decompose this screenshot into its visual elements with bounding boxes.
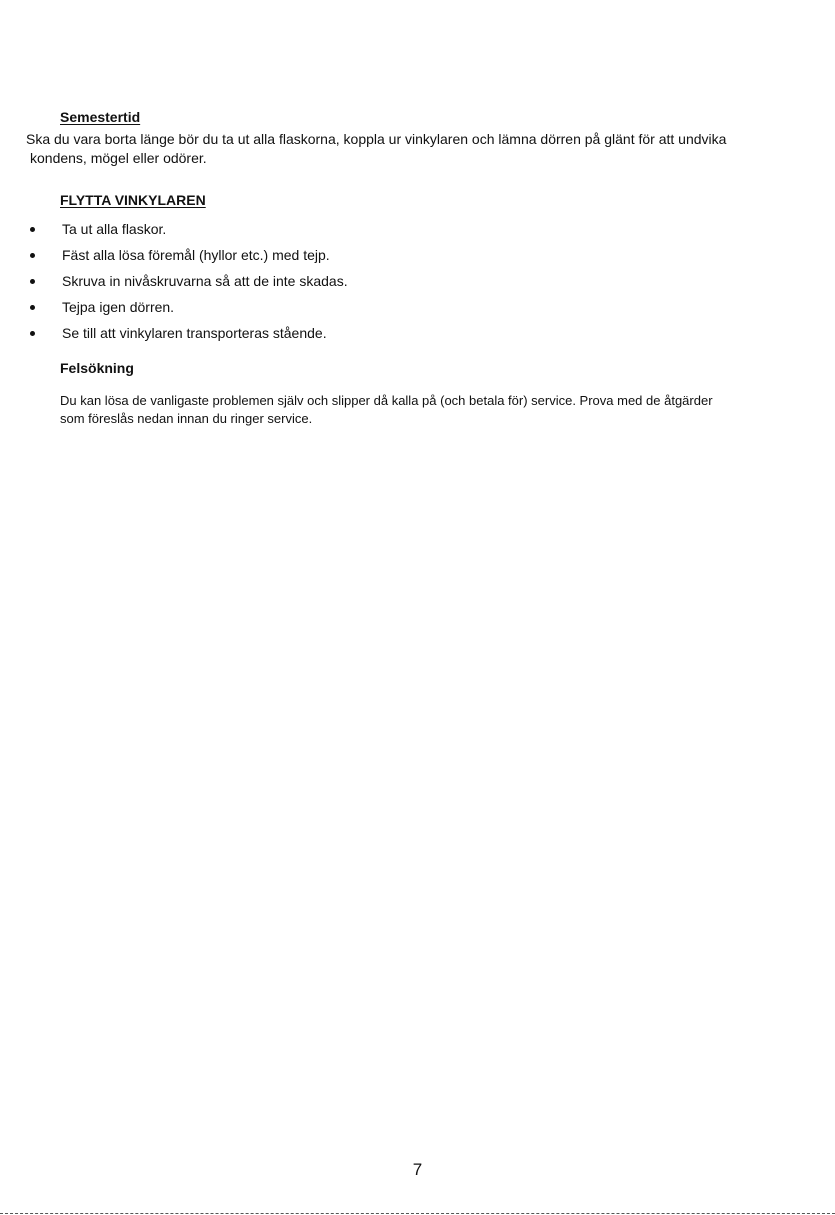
page-number: 7 bbox=[412, 1160, 423, 1179]
bullet-icon bbox=[30, 279, 35, 284]
list-item-text: Fäst alla lösa föremål (hyllor etc.) med tejp. bbox=[62, 247, 330, 263]
heading-flytta-vinkylaren: FLYTTA VINKYLAREN bbox=[60, 192, 206, 208]
bullet-icon bbox=[30, 253, 35, 258]
list-item-text: Tejpa igen dörren. bbox=[62, 299, 175, 315]
list-item-text: Se till att vinkylaren transporteras stående. bbox=[62, 325, 327, 341]
paragraph-line: kondens, mögel eller odörer. bbox=[30, 150, 207, 166]
paragraph-line: Ska du vara borta länge bör du ta ut alla flaskorna, koppla ur vinkylaren och lämna dörren på glänt för att undvika bbox=[26, 131, 727, 147]
bullet-icon bbox=[30, 331, 35, 336]
paragraph-semestertid bbox=[26, 130, 826, 168]
bullet-icon bbox=[30, 227, 35, 232]
list-item-text: Ta ut alla flaskor. bbox=[62, 221, 167, 237]
heading-semestertid: Semestertid bbox=[60, 109, 141, 125]
paragraph-line: som föreslås nedan innan du ringer service. bbox=[60, 411, 313, 426]
bullet-icon bbox=[30, 305, 35, 310]
list-item-text: Skruva in nivåskruvarna så att de inte skadas. bbox=[62, 273, 348, 289]
paragraph-line: Du kan lösa de vanligaste problemen själv och slipper då kalla på (och betala för) service. Prova med de åtgärder bbox=[60, 393, 713, 408]
paragraph-felsokning bbox=[60, 392, 820, 428]
heading-felsokning: Felsökning bbox=[60, 360, 134, 376]
page-bottom-divider bbox=[0, 1213, 835, 1214]
